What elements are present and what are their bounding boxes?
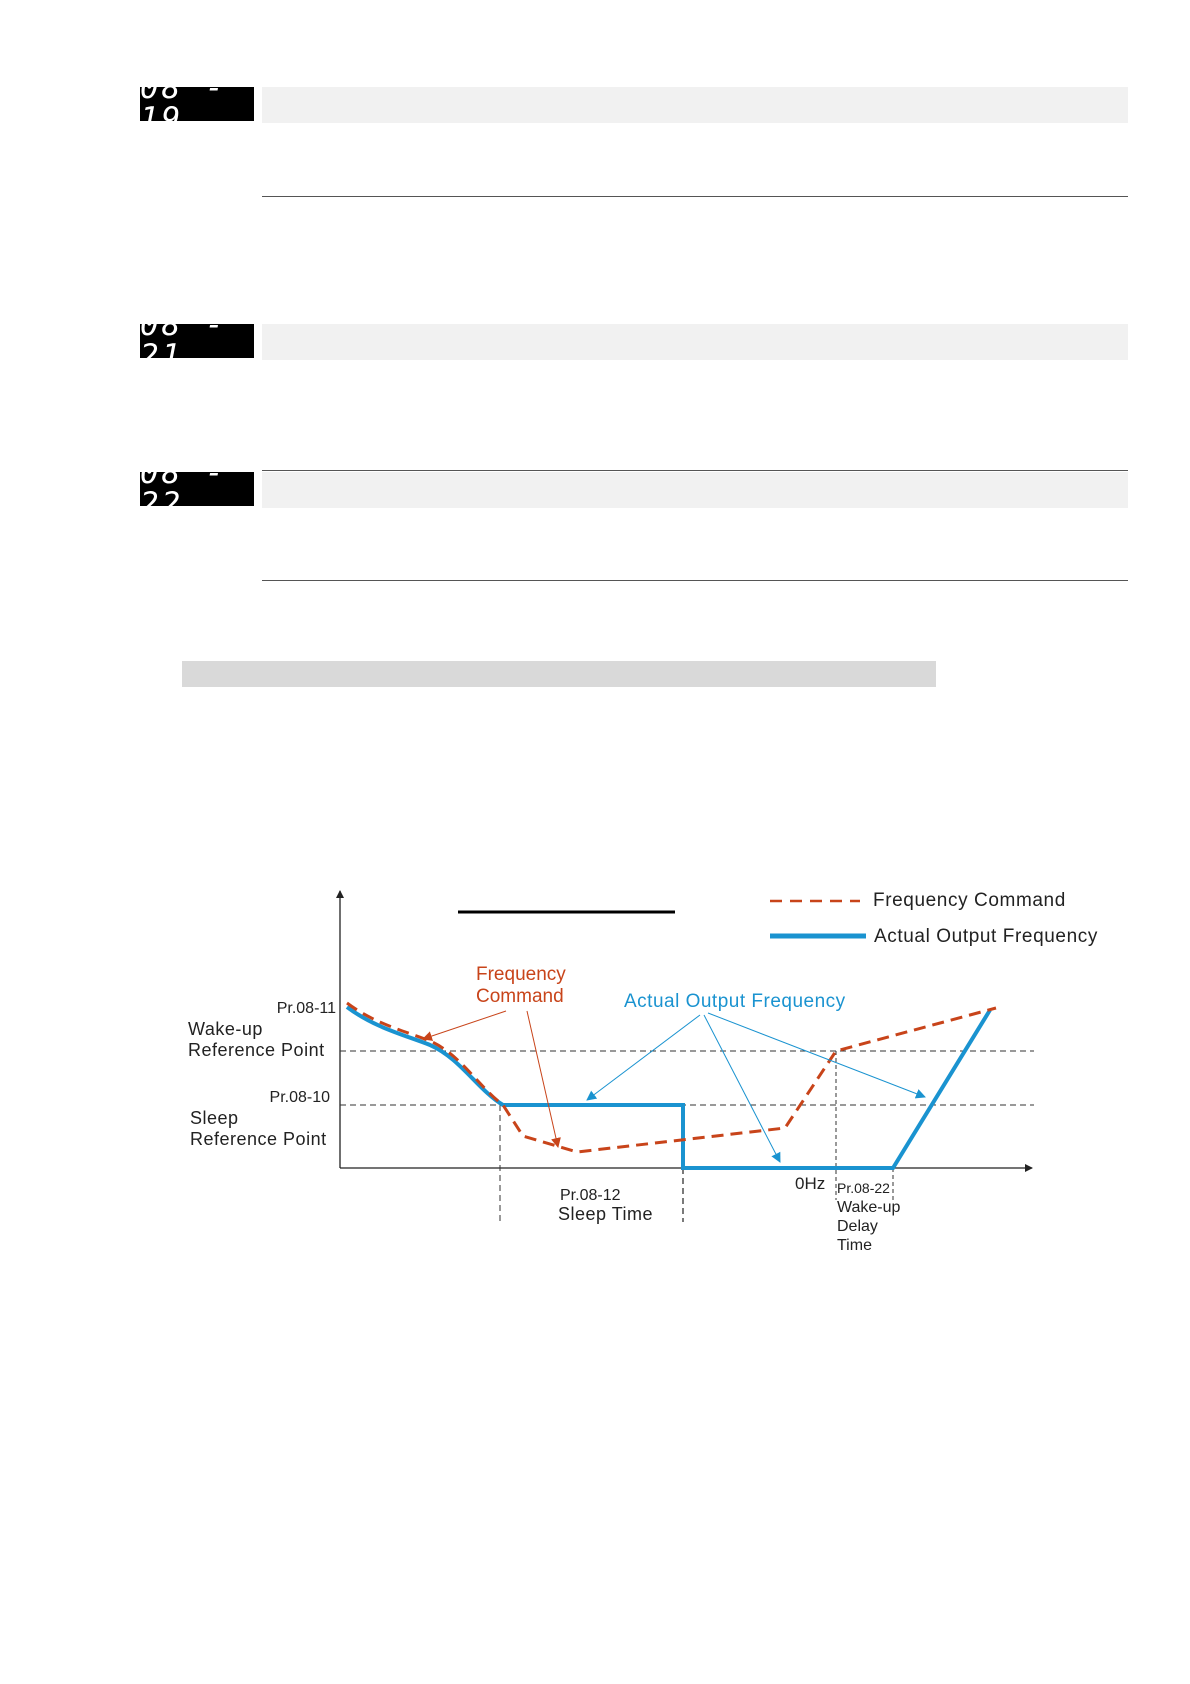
sleep-time-label: Sleep Time: [558, 1204, 654, 1224]
actual-output-frequency-curve: [347, 1007, 990, 1168]
callout-arrow: [423, 1011, 506, 1039]
sleep-label-line2: Reference Point: [190, 1129, 327, 1149]
wakeup-delay-param-label: Pr.08-22: [837, 1180, 890, 1196]
callout-actual-output-frequency: Actual Output Frequency: [624, 991, 846, 1012]
parameter-code-text: 08 - 21: [140, 307, 227, 374]
callout-arrow: [708, 1013, 925, 1097]
callout-frequency-command-line2: Command: [476, 986, 564, 1007]
callout-arrow: [704, 1015, 780, 1162]
legend-actual-output-frequency: Actual Output Frequency: [874, 926, 1098, 947]
zero-hz-label: 0Hz: [795, 1174, 826, 1193]
callout-arrow: [527, 1011, 558, 1147]
wakeup-param-label: Pr.08-11: [276, 1000, 336, 1017]
callout-arrow: [587, 1015, 700, 1100]
wakeup-label-line2: Reference Point: [188, 1040, 325, 1060]
wakeup-delay-label-line1: Wake-up: [837, 1199, 901, 1216]
parameter-code-text: 08 - 19: [140, 70, 227, 137]
sleep-param-label: Pr.08-10: [269, 1089, 330, 1106]
wakeup-delay-label-line3: Time: [837, 1237, 872, 1254]
parameter-code-text: 08 - 22: [140, 455, 227, 522]
sleep-label-line1: Sleep: [190, 1108, 239, 1128]
sleep-time-param-label: Pr.08-12: [560, 1187, 621, 1204]
callout-frequency-command-line1: Frequency: [476, 964, 566, 985]
wakeup-label-line1: Wake-up: [188, 1019, 263, 1039]
frequency-command-curve: [347, 1003, 996, 1152]
legend-frequency-command: Frequency Command: [873, 890, 1066, 911]
wakeup-delay-label-line2: Delay: [837, 1218, 878, 1235]
